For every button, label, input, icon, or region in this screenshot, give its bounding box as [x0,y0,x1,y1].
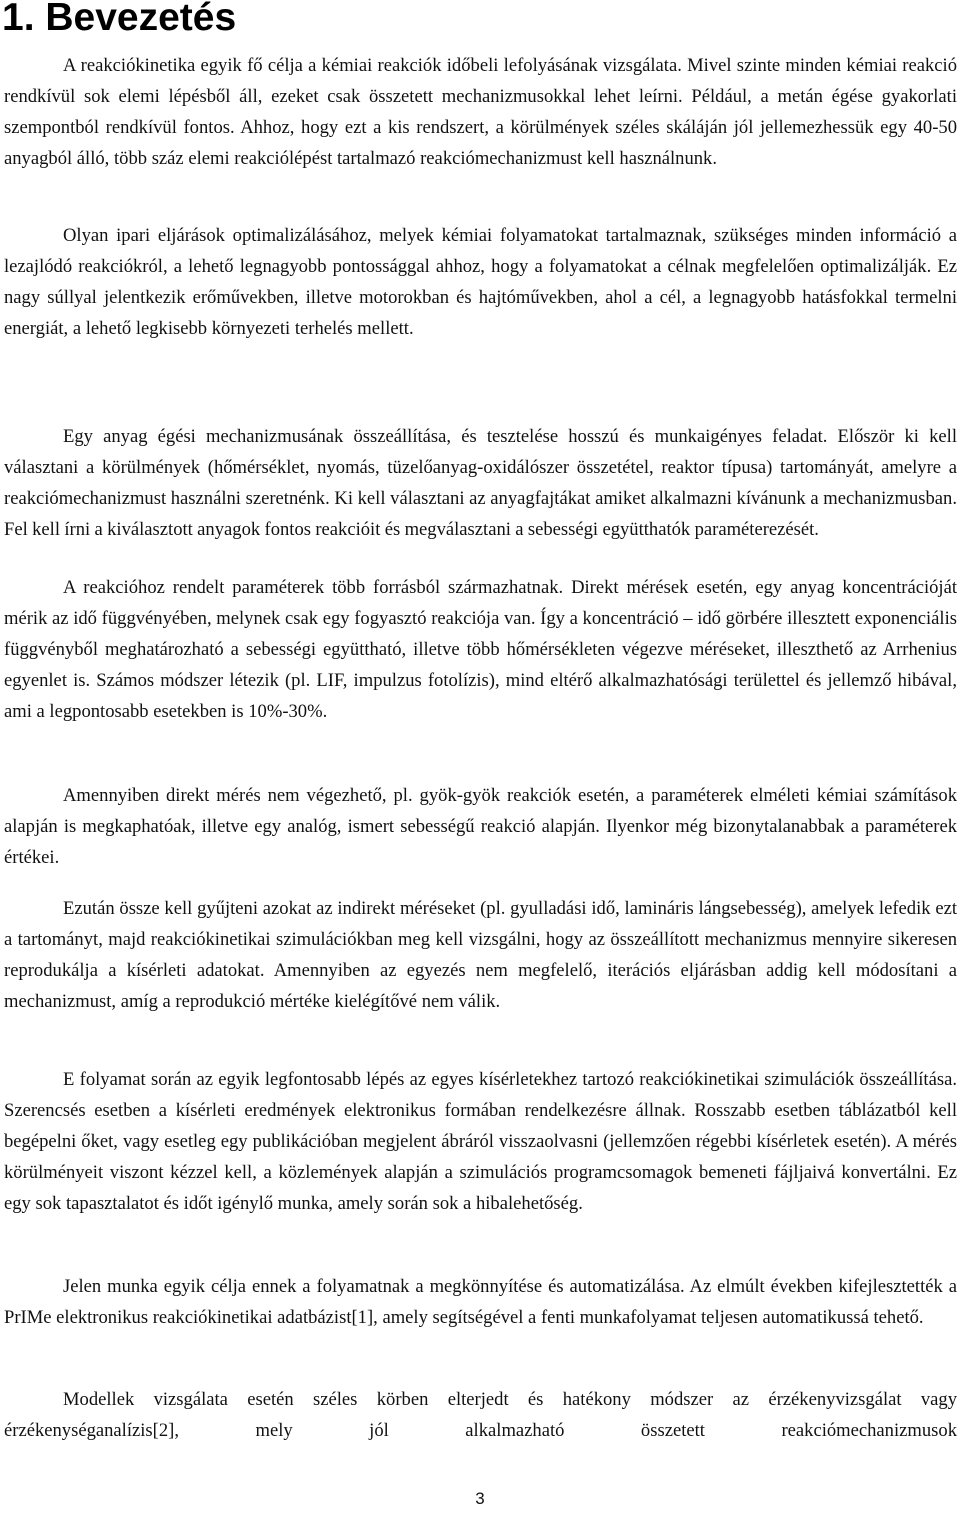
paragraph-6: Ezután össze kell gyűjteni azokat az indirekt méréseket (pl. gyulladási idő, lamináris lángsebesség), amelyek lefedik ezt a tartományt, majd reakciókinetikai szimulációkban meg kell vizsgálni, hogy az összeállított mechanizmus mennyire sikeresen reprodukálja a kísérleti adatokat. Amennyiben az egyezés nem megfelelő, iterációs eljárásban addig kell módosítani a mechanizmust, amíg a reprodukció mértéke kielégítővé nem válik. [4,898,957,1012]
paragraph-5: Amennyiben direkt mérés nem végezhető, pl. gyök-gyök reakciók esetén, a paraméterek elméleti kémiai számítások alapján is megkaphatóak, illetve egy analóg, ismert sebességű reakció alapján. Ilyenkor még bizonytalanabbak a paraméterek értékei. [4,785,957,868]
paragraph-2: Olyan ipari eljárások optimalizálásához, melyek kémiai folyamatokat tartalmaznak, szükséges minden információ a lezajlódó reakciókról, a lehető legnagyobb pontossággal ahhoz, hogy a folyamatokat a célnak megfelelően optimalizálják. Ez nagy súllyal jelentkezik erőművekben, illetve motorokban és hajtóművekben, ahol a cél, a legnagyobb hatásfokkal termelni energiát, a lehető legkisebb környezeti terhelés mellett. [4,225,957,339]
paragraph-1: A reakciókinetika egyik fő célja a kémiai reakciók időbeli lefolyásának vizsgálata. Mivel szinte minden kémiai reakció rendkívül sok elemi lépésből áll, ezeket csak összetett mechanizmusokkal lehet leírni. Például, a metán égése gyakorlati szempontból rendkívül fontos. Ahhoz, hogy ezt a kis rendszert, a körülmények széles skáláján jól jellemezhessük egy 40-50 anyagból álló, több száz elemi reakciólépést tartalmazó reakciómechanizmust kell használnunk. [4,55,957,169]
paragraph-9: Modellek vizsgálata esetén széles körben elterjedt és hatékony módszer az érzékenyvizsgálat vagy érzékenységanalízis[2], mely jól alkalmazható összetett reakciómechanizmusok [4,1389,957,1441]
page-number: 3 [475,1489,485,1508]
paragraph-4: A reakcióhoz rendelt paraméterek több forrásból származhatnak. Direkt mérések esetén, egy anyag koncentrációját mérik az idő függvényében, melynek csak egy fogyasztó reakciója van. Így a koncentráció – idő görbére illesztett exponenciális függvényből meghatározható a sebességi együttható, illetve több hőmérsékleten végezve méréseket, illeszthető az Arrhenius egyenlet is. Számos módszer létezik (pl. LIF, impulzus fotolízis), mind eltérő alkalmazhatósági területtel és jellemző hibával, ami a legpontosabb esetekben is 10%-30%. [4,577,957,722]
paragraph-3: Egy anyag égési mechanizmusának összeállítása, és tesztelése hosszú és munkaigényes feladat. Először ki kell választani a körülmények (hőmérséklet, nyomás, tüzelőanyag-oxidálószer összetétel, reaktor típusa) tartományát, amelyre a reakciómechanizmust használni szeretnénk. Ki kell választani az anyagfajtákat amiket alkalmazni kívánunk a mechanizmusban. Fel kell írni a kiválasztott anyagok fontos reakcióit és megválasztani a sebességi együtthatók paraméterezését. [4,426,957,540]
section-heading: 1. Bevezetés [2,0,237,39]
paragraph-7: E folyamat során az egyik legfontosabb lépés az egyes kísérletekhez tartozó reakciókinetikai szimulációk összeállítása. Szerencsés esetben a kísérleti eredmények elektronikus formában rendelkezésre állnak. Rosszabb esetben táblázatból kell begépelni őket, vagy esetleg egy publikációban megjelent ábráról visszaolvasni (jellemzően régebbi kísérletek esetén). A mérés körülményeit viszont kézzel kell, a közlemények alapján a szimulációs programcsomagok bemeneti fájljaivá konvertálni. Ez egy sok tapasztalatot és időt igénylő munka, amely során sok a hibalehetőség. [4,1069,957,1214]
paragraph-8: Jelen munka egyik célja ennek a folyamatnak a megkönnyítése és automatizálása. Az elmúlt években kifejlesztették a PrIMe elektronikus reakciókinetikai adatbázist[1], amely segítségével a fenti munkafolyamat teljesen automatikussá tehető. [4,1276,957,1328]
